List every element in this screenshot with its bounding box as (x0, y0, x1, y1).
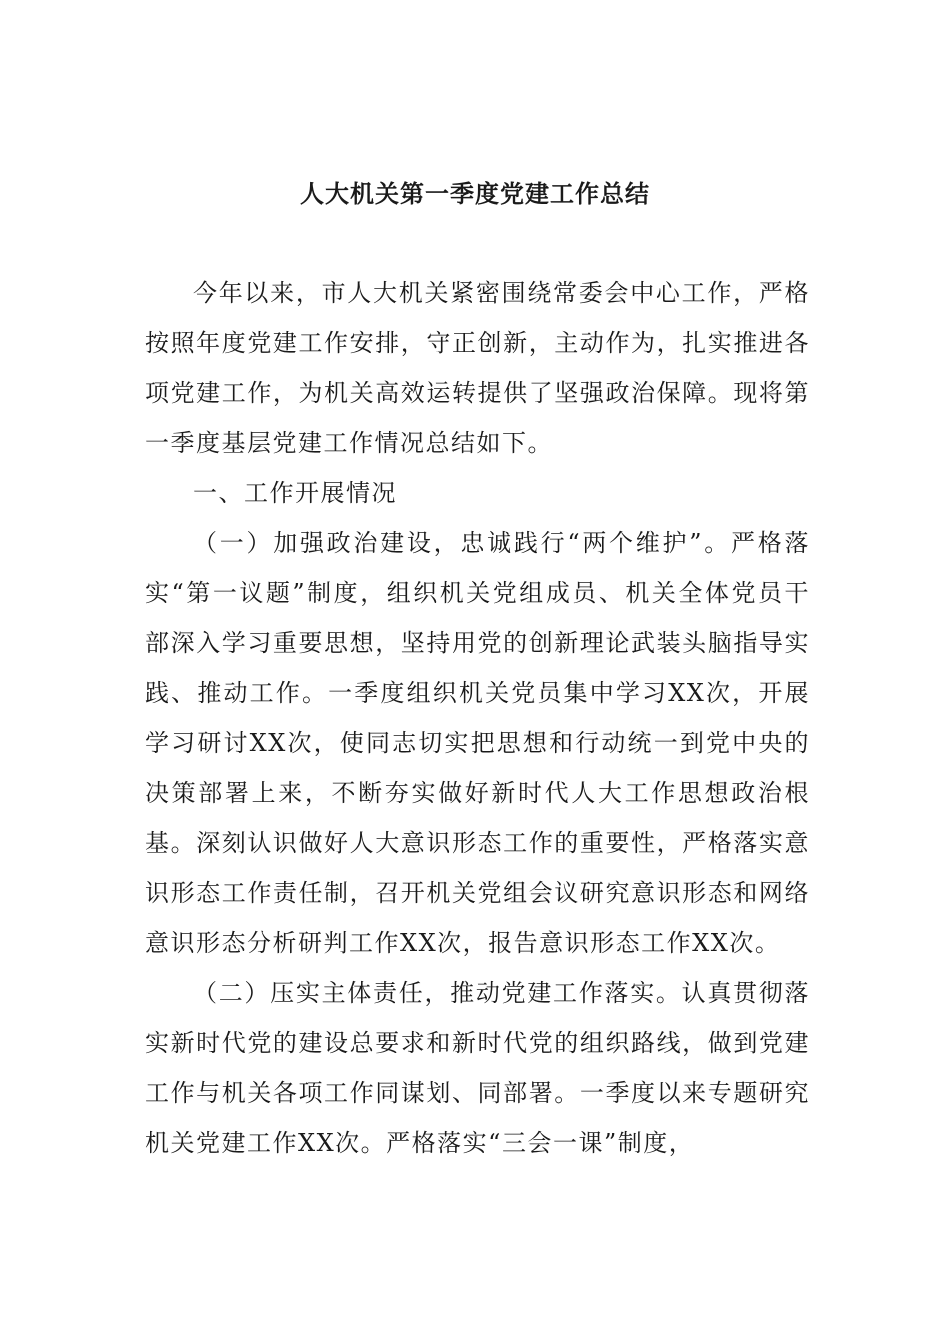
paragraph-political-building: （一）加强政治建设，忠诚践行“两个维护”。严格落实“第一议题”制度，组织机关党组成员、机关全体党员干部深入学习重要思想，坚持用党的创新理论武装头脑指导实践、推动工作。一季度组织机关党员集中学习XX次，开展学习研讨XX次，使同志切实把思想和行动统一到党中央的决策部署上来，不断夯实做好新时代人大工作思想政治根基。深刻认识做好人大意识形态工作的重要性，严格落实意识形态工作责任制，召开机关党组会议研究意识形态和网络意识形态分析研判工作XX次，报告意识形态工作XX次。 (145, 529, 810, 957)
paragraph-main-responsibility: （二）压实主体责任，推动党建工作落实。认真贯彻落实新时代党的建设总要求和新时代党的组织路线，做到党建工作与机关各项工作同谋划、同部署。一季度以来专题研究机关党建工作XX次。严格落实“三会一课”制度， (145, 979, 810, 1157)
document-title: 人大机关第一季度党建工作总结 (300, 180, 650, 209)
section-heading-1: 一、工作开展情况 (193, 479, 397, 507)
document-body (145, 268, 810, 1168)
paragraph-intro: 今年以来，市人大机关紧密围绕常委会中心工作，严格按照年度党建工作安排，守正创新，主动作为，扎实推进各项党建工作，为机关高效运转提供了坚强政治保障。现将第一季度基层党建工作情况总结如下。 (145, 279, 810, 457)
